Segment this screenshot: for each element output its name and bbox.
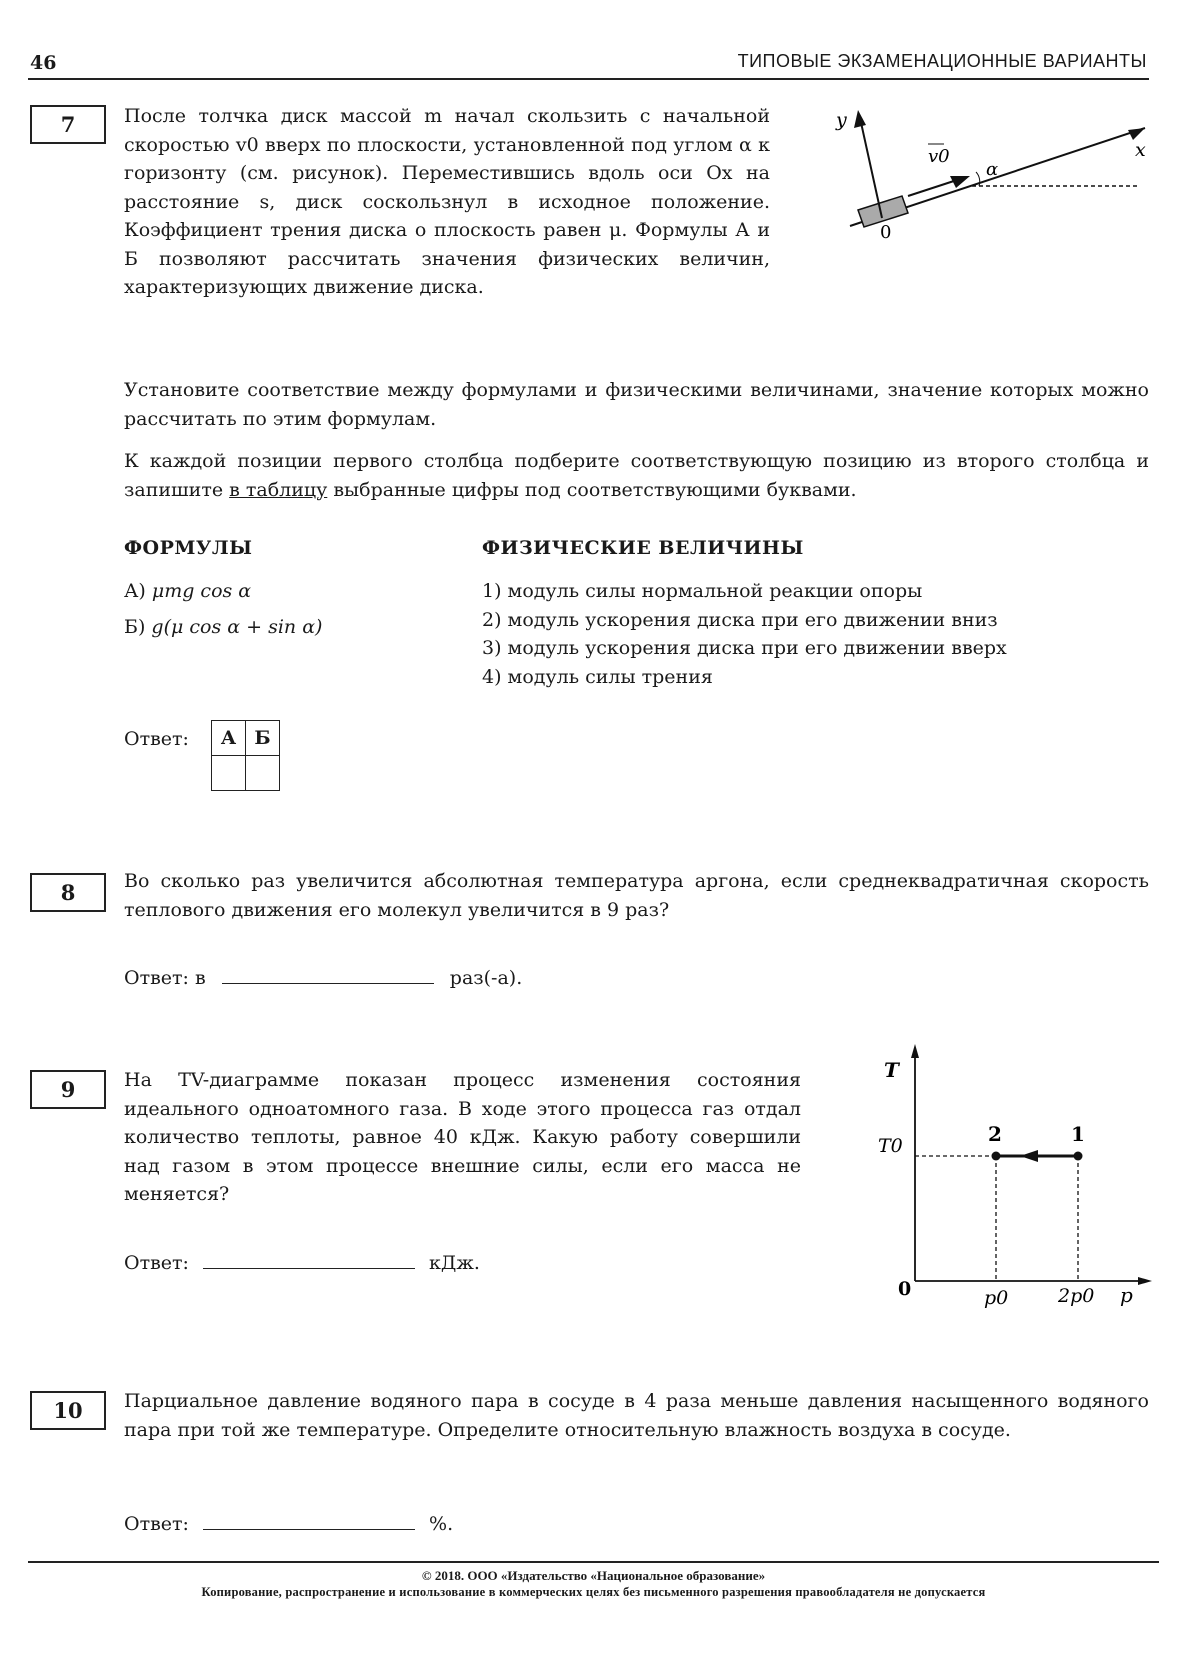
question-8-number: 8 (30, 873, 106, 912)
p0-label: p0 (984, 1287, 1009, 1309)
velocity-label: v0 (928, 146, 950, 167)
x-axis-label: x (1135, 139, 1146, 161)
formula-item: Б) g(μ cos α + sin α) (124, 615, 323, 638)
footer-copyright: © 2018. ООО «Издательство «Национальное образование» (421, 1568, 766, 1583)
instruction-text: К каждой позиции первого столбца подберите соответствующую позицию из второго столбца и запишите (124, 450, 1149, 501)
t-axis-label: T (884, 1058, 899, 1082)
angle-label: α (986, 159, 999, 180)
answer-field[interactable] (203, 1511, 415, 1530)
column-a: А (212, 721, 246, 756)
question-7-number: 7 (30, 105, 106, 144)
header-divider (28, 78, 1149, 80)
point-1-label: 1 (1071, 1122, 1085, 1146)
question-7-instruction-1: Установите соответствие между формулами и физическими величинами, значение которых можно рассчитать по этим формулам. (124, 379, 1149, 430)
origin-label: 0 (880, 222, 892, 240)
answer-label: Ответ: (124, 1252, 189, 1274)
quantity-item: 3) модуль ускорения диска при его движении вверх (482, 637, 1007, 659)
footer-notice: Копирование, распространение и использование в коммерческих целях без письменного разрешения правообладателя не допускается (201, 1585, 986, 1599)
formula-item: А) μmg cos α (124, 580, 252, 602)
y-axis-label: y (836, 109, 847, 131)
table-link[interactable]: в таблицу (229, 478, 328, 501)
quantity-item: 4) модуль силы трения (482, 665, 713, 688)
inclined-plane-figure (830, 100, 1160, 240)
point-2-marker (992, 1152, 1001, 1161)
question-9-number: 9 (30, 1070, 106, 1109)
answer-field[interactable] (222, 965, 434, 984)
footer-divider (28, 1561, 1159, 1563)
formulas-list (124, 577, 322, 641)
quantity-item: 2) модуль ускорения диска при его движении вниз (482, 608, 998, 631)
point-1-marker (1074, 1152, 1083, 1161)
question-8-text: Во сколько раз увеличится абсолютная температура аргона, если среднеквадратичная скорость теплового движения его молекул увеличится в 9 раз? (124, 870, 1149, 921)
question-10-answer (124, 1511, 453, 1535)
running-title: ТИПОВЫЕ ЭКЗАМЕНАЦИОННЫЕ ВАРИАНТЫ (737, 51, 1147, 71)
answer-label: Ответ: в (124, 967, 206, 989)
answer-label: Ответ: (124, 1513, 189, 1535)
page-number: 46 (30, 52, 57, 74)
quantities-heading: ФИЗИЧЕСКИЕ ВЕЛИЧИНЫ (482, 537, 804, 559)
origin-label: 0 (898, 1278, 912, 1300)
answer-field[interactable] (203, 1250, 415, 1269)
question-7-instruction-2 (124, 447, 1149, 504)
answer-unit: раз(-а). (449, 967, 523, 989)
question-10-number: 10 (30, 1391, 106, 1430)
answer-unit: %. (429, 1513, 454, 1535)
question-10-text: Парциальное давление водяного пара в сосуде в 4 раза меньше давления насыщенного водяного пара при той же температуре. Определите относительную влажность воздуха в сосуде. (124, 1390, 1149, 1441)
column-b: Б (246, 721, 280, 756)
p-axis-label: p (1120, 1283, 1133, 1307)
question-7-text: После толчка диск массой m начал скользить с начальной скоростью v0 вверх по плоскости, установленной под углом α к горизонту (см. рисунок). Переместившись вдоль оси Ox на расстояние s, диск соскользнул в исходное положение. Коэффициент трения диска о плоскость равен μ. Формулы А и Б позволяют рассчитать значения физических величин, характеризующих движение диска. (124, 105, 770, 298)
instruction-text: выбранные цифры под соответствующими буквами. (327, 478, 857, 501)
quantities-list (482, 577, 1007, 691)
question-9-text: На TV-диаграмме показан процесс изменения состояния идеального одноатомного газа. В ходе этого процесса газ отдал количество теплоты, равное 40 кДж. Какую работу совершили над газом в этом процессе внешние силы, если его масса не меняется? (124, 1069, 801, 1205)
quantity-item: 1) модуль силы нормальной реакции опоры (482, 580, 923, 602)
2p0-label: 2p0 (1058, 1285, 1095, 1307)
t0-label: T0 (878, 1135, 903, 1157)
tp-diagram (860, 1040, 1160, 1310)
answer-label: Ответ: (124, 728, 189, 750)
question-9-answer (124, 1250, 480, 1274)
answer-cell-b[interactable] (246, 756, 280, 791)
point-2-label: 2 (988, 1122, 1002, 1146)
formulas-heading: ФОРМУЛЫ (124, 537, 253, 559)
answer-cell-a[interactable] (212, 756, 246, 791)
answer-table (211, 720, 280, 791)
question-8-answer (124, 965, 522, 989)
answer-unit: кДж. (429, 1252, 480, 1274)
